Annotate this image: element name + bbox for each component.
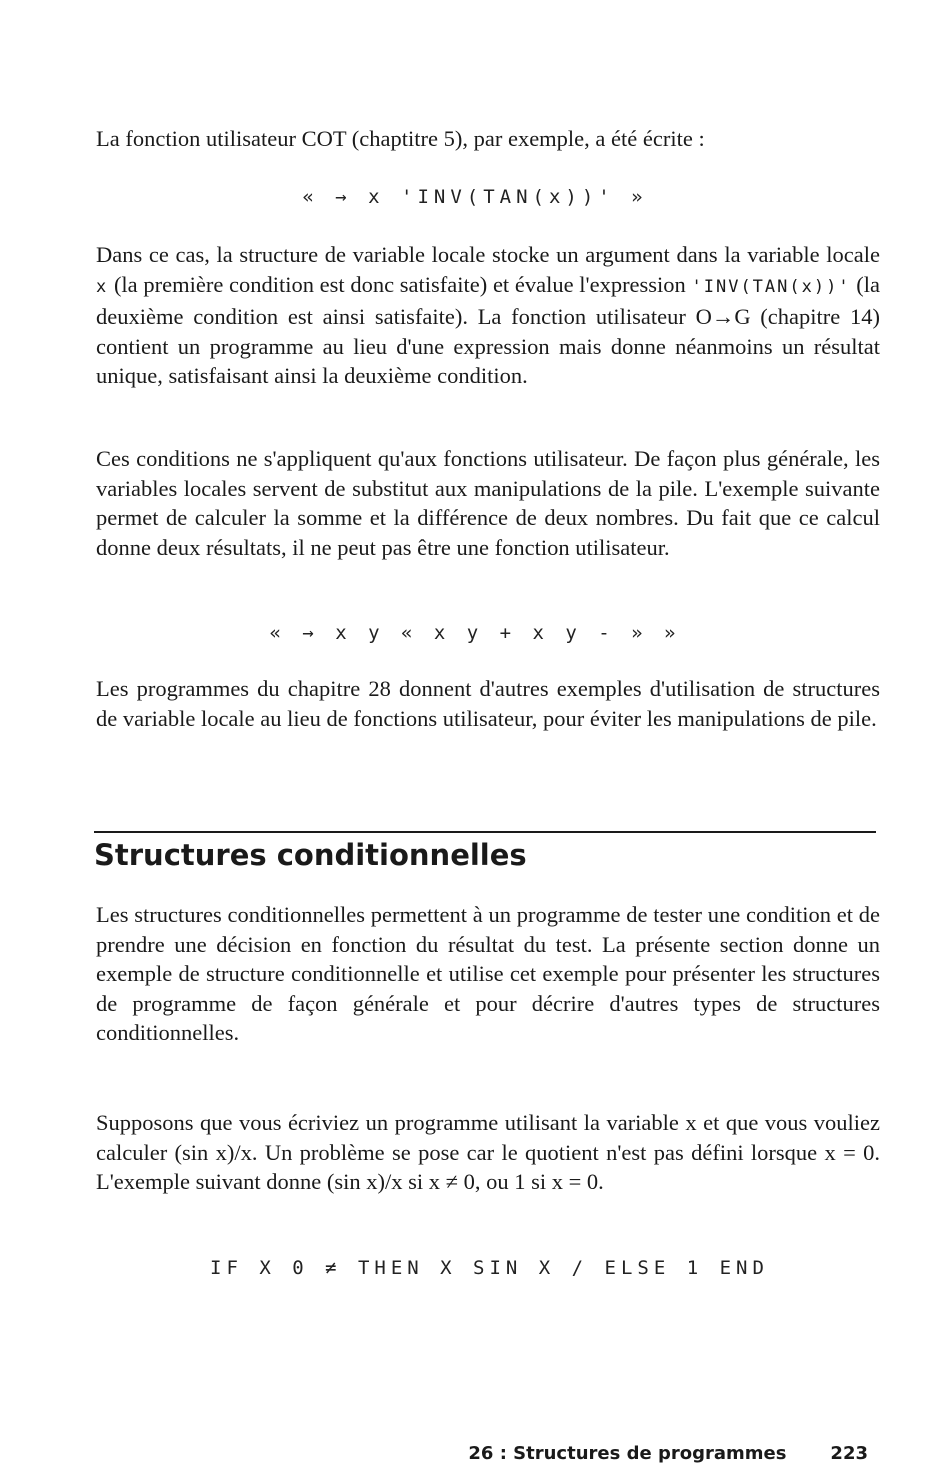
- paragraph-sin-example: Supposons que vous écriviez un programme utilisant la variable x et que vous vouliez calculer (sin x)/x. Un problème se pose car le quotient n'est pas défini lorsque x = 0. L'exemple suivant donne (sin x)/x si x ≠ 0, ou 1 si x = 0.: [96, 1110, 880, 1194]
- paragraph-conditional-intro: Les structures conditionnelles permettent à un programme de tester une condition et de prendre une décision en fonction du résultat du test. La présente section donne un exemple de structure conditionnelle et utilise cet exemple pour présenter les structures de programme de façon générale et pour décrire d'autres types de structures conditionnelles.: [96, 902, 880, 1045]
- paragraph-cot-intro: La fonction utilisateur COT (chaptitre 5), par exemple, a été écrite :: [96, 126, 705, 151]
- section-heading: Structures conditionnelles: [94, 838, 527, 872]
- code-sum-difference: « → x y « x y + x y - » »: [269, 622, 681, 644]
- paragraph-local-variable: [96, 240, 880, 391]
- paragraph-chapter-28: Les programmes du chapitre 28 donnent d'autres exemples d'utilisation de structures de variable locale au lieu de fonctions utilisateur, pour éviter les manipulations de pile.: [96, 676, 880, 731]
- paragraph-conditions: Ces conditions ne s'appliquent qu'aux fonctions utilisateur. De façon plus générale, les variables locales servent de substitut aux manipulations de la pile. L'exemple suivante permet de calculer la somme et la différence de deux nombres. Du fait que ce calcul donne deux résultats, il ne peut pas être une fonction utilisateur.: [96, 446, 880, 560]
- inline-code-variable: x: [96, 276, 109, 297]
- page-footer: [0, 1443, 868, 1464]
- inline-code-expression: 'INV(TAN(x))': [691, 276, 851, 297]
- section-divider: [94, 831, 876, 833]
- footer-chapter-title: 26 : Structures de programmes: [468, 1443, 787, 1464]
- paragraph-text: (la deuxième condition est ainsi satisfaite). La fonction utilisateur O→G (chapitre 14) contient un programme au lieu d'une expression mais donne néanmoins un résultat unique, satisfaisant ainsi la deuxième condition.: [96, 271, 880, 388]
- code-if-then-else: IF X 0 ≠ THEN X SIN X / ELSE 1 END: [210, 1257, 769, 1279]
- paragraph-text: (la première condition est donc satisfaite) et évalue l'expression: [108, 271, 692, 297]
- footer-page-number: 223: [830, 1443, 868, 1464]
- code-cot-example: « → x 'INV(TAN(x))' »: [302, 186, 648, 208]
- paragraph-text: Dans ce cas, la structure de variable locale stocke un argument dans la variable locale: [96, 242, 880, 267]
